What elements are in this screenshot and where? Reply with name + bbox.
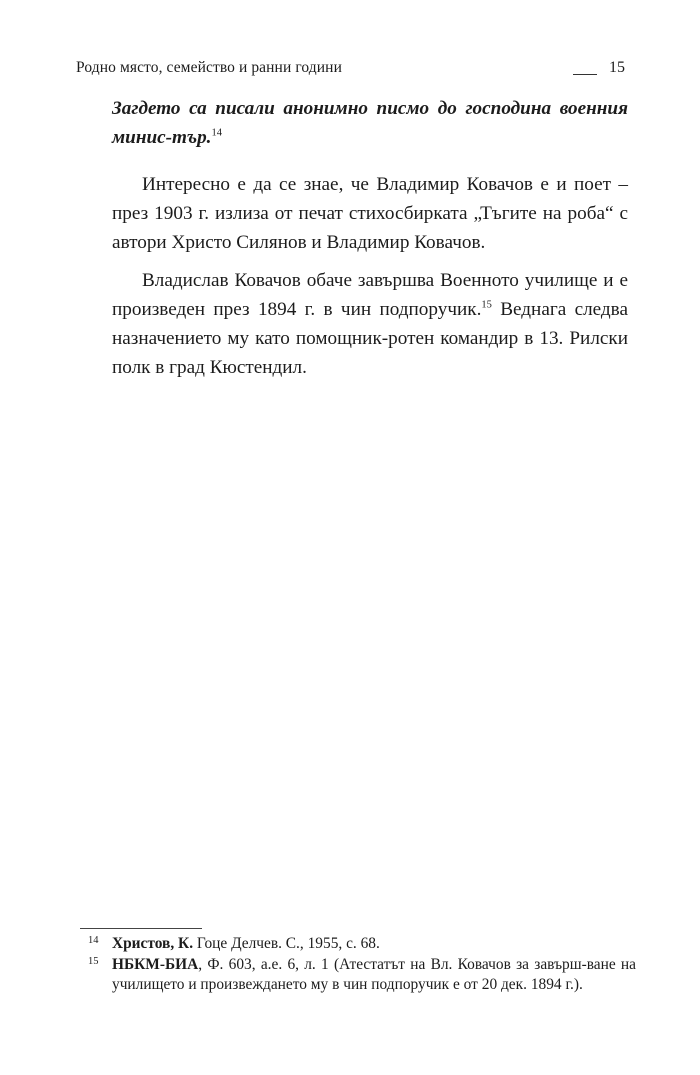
running-header <box>76 56 625 80</box>
footnote-text: , Ф. 603, а.е. 6, л. 1 (Атестатът на Вл. Ковачов за завърш-ване на училището и произвеждането му в чин подпоручик е от 20 дек. 1894 г.). <box>112 955 636 993</box>
footnote-author: Христов, К. <box>112 935 194 952</box>
header-right <box>573 56 625 80</box>
footnotes <box>80 934 636 996</box>
quote-text: Загдето са писали анонимно писмо до господина военния минис-тър. <box>112 98 628 148</box>
footnote-text: Гоце Делчев. С., 1955, с. 68. <box>193 935 380 952</box>
footnote-separator <box>80 928 202 929</box>
paragraph-school-text-before: Владислав Ковачов обаче завършва Военното училище и е произведен през 1894 г. в чин подпоручик. <box>112 270 628 320</box>
quote-paragraph <box>112 94 628 152</box>
footnote-15 <box>80 955 636 996</box>
body-text <box>112 94 628 382</box>
footnote-source: НБКМ-БИА <box>112 955 199 973</box>
paragraph-poet-text: Интересно е да се знае, че Владимир Ковачов е и поет – през 1903 г. излиза от печат стихосбирката „Тъгите на роба“ с автори Христо Силянов и Владимир Ковачов. <box>112 174 628 253</box>
paragraph-school <box>112 266 628 382</box>
paragraph-poet <box>112 170 628 257</box>
header-rule <box>573 74 597 75</box>
footnote-14 <box>80 934 636 955</box>
footnote-ref-14[interactable]: 14 <box>211 127 222 139</box>
footnote-number: 14 <box>88 935 99 946</box>
chapter-title: Родно място, семейство и ранни години <box>76 59 342 76</box>
page-number: 15 <box>609 59 625 76</box>
footnote-ref-15[interactable]: 15 <box>481 299 492 311</box>
footnote-number: 15 <box>88 955 99 967</box>
paragraph-school-text-after: Веднага следва назначението му като помощник-ротен командир в 13. Рилски полк в град Кюстендил. <box>112 299 629 378</box>
